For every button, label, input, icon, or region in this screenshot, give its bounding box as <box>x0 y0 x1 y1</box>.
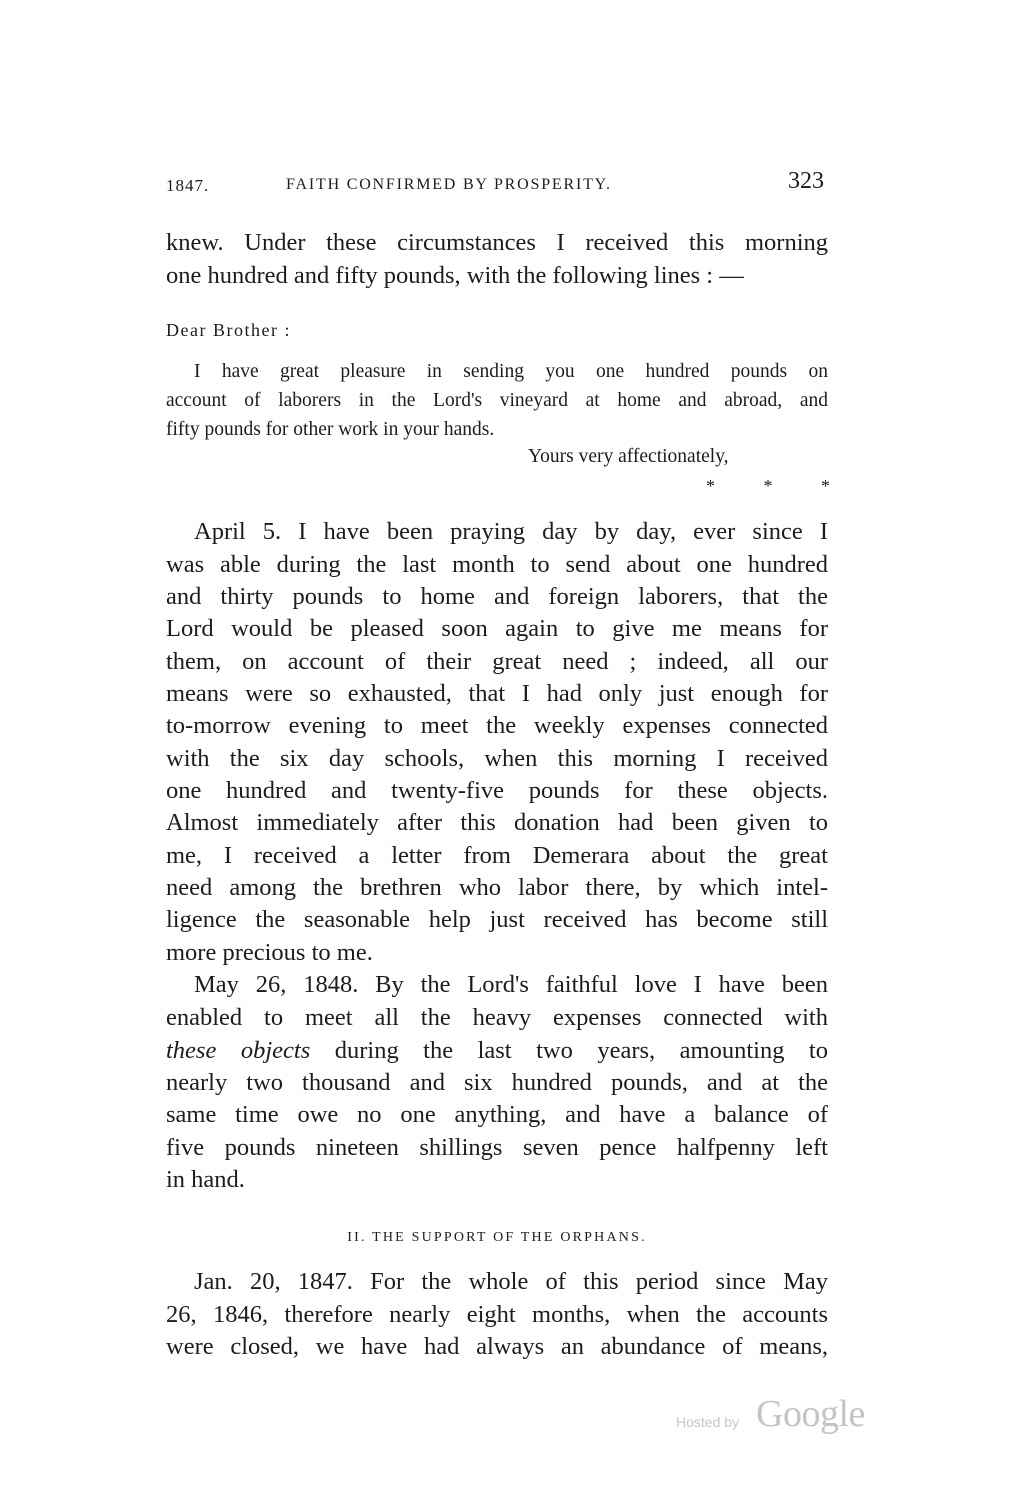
text-line: April 5. I have been praying day by day, ever since I <box>194 518 828 545</box>
running-head-title: FAITH CONFIRMED BY PROSPERITY. <box>286 176 612 193</box>
page-number: 323 <box>788 168 824 194</box>
text-line: to-morrow evening to meet the weekly expenses connected <box>166 712 828 739</box>
text-line <box>166 1034 828 1067</box>
letter-signature: * * * <box>706 476 852 496</box>
text-line: was able during the last month to send about one hundred <box>166 551 828 578</box>
text-line: me, I received a letter from Demerara about the great <box>166 842 828 869</box>
letter-line: account of laborers in the Lord's vineyard at home and abroad, and <box>166 390 828 411</box>
text-line: Jan. 20, 1847. For the whole of this period since May <box>194 1268 828 1295</box>
text-line: one hundred and twenty-five pounds for these objects. <box>166 777 828 804</box>
letter-salutation: Dear Brother : <box>166 320 291 340</box>
text-line: nearly two thousand and six hundred pounds, and at the <box>166 1069 828 1096</box>
running-head-year: 1847. <box>166 176 210 195</box>
text-line: Almost immediately after this donation had been given to <box>166 809 828 836</box>
running-head <box>166 168 826 204</box>
letter-closing: Yours very affectionately, <box>528 446 729 467</box>
text-line: five pounds nineteen shillings seven pence halfpenny left <box>166 1134 828 1161</box>
text-span: during the last two years, amounting to <box>310 1037 828 1064</box>
watermark-hosted-by: Hosted by <box>676 1414 740 1430</box>
text-line: 26, 1846, therefore nearly eight months, when the accounts <box>166 1301 828 1328</box>
text-line: means were so exhausted, that I had only just enough for <box>166 680 828 707</box>
text-line: them, on account of their great need ; indeed, all our <box>166 648 828 675</box>
watermark-google-logo: Google <box>756 1393 865 1435</box>
text-line: one hundred and fifty pounds, with the following lines : — <box>166 262 744 289</box>
section-heading: II. THE SUPPORT OF THE ORPHANS. <box>347 1230 647 1245</box>
letter-line: fifty pounds for other work in your hands. <box>166 419 495 440</box>
text-line: Lord would be pleased soon again to give me means for <box>166 615 828 642</box>
hosted-by-google-watermark <box>676 1392 886 1442</box>
text-line: need among the brethren who labor there, by which intel- <box>166 874 828 901</box>
text-line: and thirty pounds to home and foreign laborers, that the <box>166 583 828 610</box>
letter-line: I have great pleasure in sending you one hundred pounds on <box>194 361 828 382</box>
text-line: same time owe no one anything, and have a balance of <box>166 1101 828 1128</box>
text-line: were closed, we have had always an abundance of means, <box>166 1333 828 1360</box>
text-line: with the six day schools, when this morning I received <box>166 745 828 772</box>
text-line: in hand. <box>166 1166 245 1193</box>
text-line: May 26, 1848. By the Lord's faithful love I have been <box>194 971 828 998</box>
italic-phrase: these objects <box>166 1037 311 1064</box>
text-line: more precious to me. <box>166 939 373 966</box>
text-line: ligence the seasonable help just received has become still <box>166 906 828 933</box>
text-line: knew. Under these circumstances I received this morning <box>166 229 828 256</box>
text-line: enabled to meet all the heavy expenses connected with <box>166 1004 828 1031</box>
